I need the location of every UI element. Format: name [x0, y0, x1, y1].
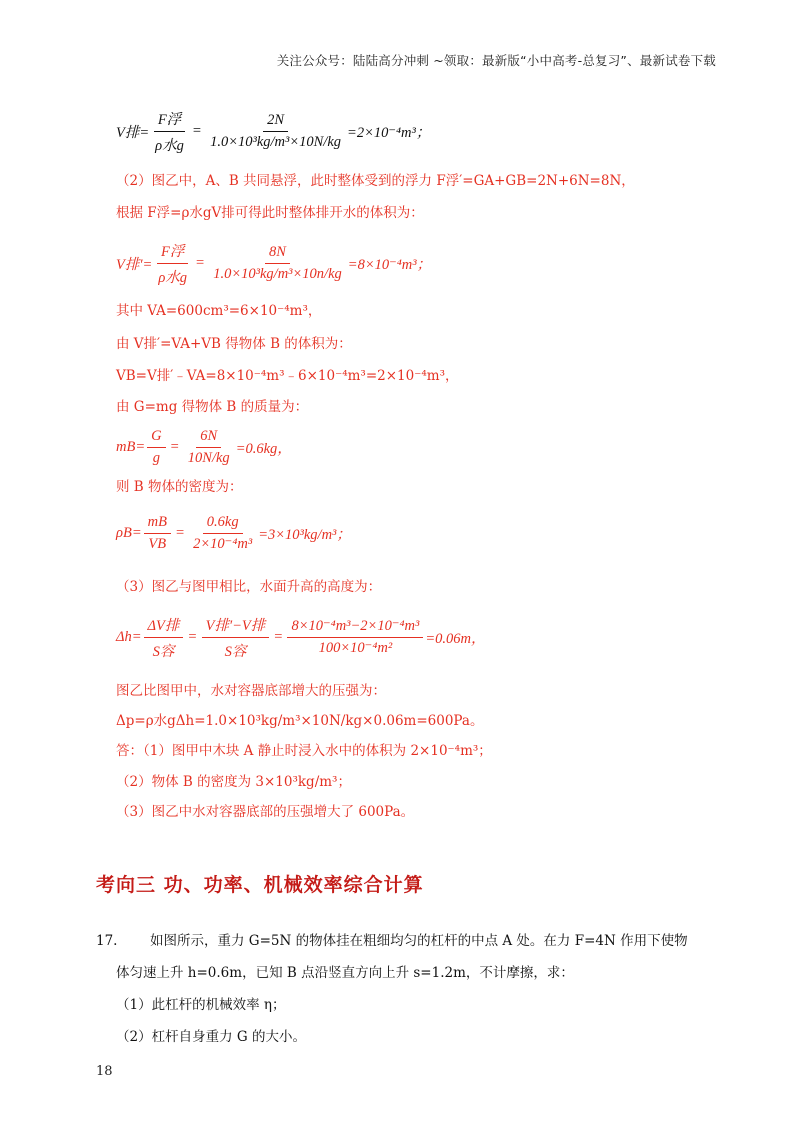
solution-line: 图乙比图甲中，水对容器底部增大的压强为：: [116, 683, 386, 699]
answer-line: 答：（1）图甲中木块 A 静止时浸入水中的体积为 2×10⁻⁴m³；: [116, 743, 492, 759]
fraction: $\frac{6N}{10N/kg}$: [187, 428, 230, 466]
formula-lhs: mB=: [116, 439, 146, 455]
page-header: 关注公众号：陆陆高分冲刺 ~领取：最新版“小中高考-总复习”、最新试卷下载: [276, 53, 716, 68]
question-number: 17.: [96, 933, 118, 949]
fraction: $\frac{8N}{\text{1.0×10³kg/m³×10n/kg}}$: [213, 244, 342, 282]
formula-lhs: V排′=: [116, 257, 153, 273]
solution-line: Δp=ρ水gΔh=1.0×10³kg/m³×10N/kg×0.06m=600Pa。: [116, 713, 484, 729]
formula-mass-b: mB= $\frac{G}{g}$ = $\frac{6N}{10N/kg}$ =0.6kg，: [116, 428, 292, 466]
fraction: $\frac{\text{V排′−V排}}{\text{S容}}$: [202, 614, 270, 661]
solution-line: 根据 F浮=ρ水gV排可得此时整体排开水的体积为：: [116, 205, 424, 221]
fraction: $\frac{\text{ΔV排}}{\text{S容}}$: [144, 614, 184, 661]
page-number: 18: [96, 1064, 113, 1079]
fraction: $\frac{G}{g}$: [147, 428, 165, 467]
formula-lhs: Δh=: [116, 629, 142, 645]
solution-line: VB=V排′﹣VA=8×10⁻⁴m³﹣6×10⁻⁴m³=2×10⁻⁴m³，: [116, 368, 459, 384]
solution-line: 则 B 物体的密度为：: [116, 479, 243, 495]
answer-line: （2）物体 B 的密度为 3×10³kg/m³；: [116, 774, 351, 790]
answer-line: （3）图乙中水对容器底部的压强增大了 600Pa。: [116, 804, 415, 820]
question-subpart: （1）此杠杆的机械效率 η；: [116, 997, 286, 1013]
fraction: $\frac{\text{F浮}}{\text{ρ水g}}$: [154, 240, 191, 287]
formula-lhs: ρB=: [116, 525, 142, 541]
formula-v-displaced: V排= $\frac{\text{F浮}}{\text{ρ水g}}$ = $\frac{2N}{\text{1.0×10³kg/m³×10N/kg}}$ =2×10⁻⁴m³；: [116, 108, 430, 155]
fraction: $\frac{0.6kg}{\text{2×10⁻⁴m³}}$: [193, 514, 253, 552]
fraction: $\frac{mB}{VB}$: [144, 514, 171, 553]
formula-result: =3×10³kg/m³；: [258, 527, 351, 543]
fraction: $\frac{2N}{\text{1.0×10³kg/m³×10N/kg}}$: [210, 112, 342, 150]
solution-line: （3）图乙与图甲相比，水面升高的高度为：: [116, 579, 382, 595]
formula-lhs: V排=: [116, 125, 150, 141]
formula-result: =8×10⁻⁴m³；: [347, 257, 432, 273]
solution-line: 由 G=mg 得物体 B 的质量为：: [116, 399, 309, 415]
solution-line: 由 V排′=VA+VB 得物体 B 的体积为：: [116, 336, 352, 352]
section-heading: 考向三 功、功率、机械效率综合计算: [96, 874, 424, 896]
solution-line: 其中 VA=600cm³=6×10⁻⁴m³，: [116, 303, 322, 319]
question-subpart: （2）杠杆自身重力 G 的大小。: [116, 1029, 306, 1045]
solution-line: （2）图乙中，A、B 共同悬浮，此时整体受到的浮力 F浮′=GA+GB=2N+6N=8N，: [116, 173, 635, 189]
formula-v-displaced-total: V排′= $\frac{\text{F浮}}{\text{ρ水g}}$ = $\frac{8N}{\text{1.0×10³kg/m³×10n/kg}}$ =8×10⁻⁴m³；: [116, 240, 431, 287]
formula-result: =0.6kg，: [235, 441, 292, 457]
formula-result: =0.06m，: [425, 631, 486, 647]
formula-density-b: ρB= $\frac{mB}{VB}$ = $\frac{0.6kg}{\text{2×10⁻⁴m³}}$ =3×10³kg/m³；: [116, 514, 351, 552]
formula-result: =2×10⁻⁴m³；: [347, 125, 431, 141]
fraction: $\frac{\text{F浮}}{\text{ρ水g}}$: [151, 108, 188, 155]
fraction: $\frac{\text{8×10⁻⁴m³−2×10⁻⁴m³}}{\text{100×10⁻⁴m²}}$: [287, 618, 423, 657]
formula-height-rise: Δh= $\frac{\text{ΔV排}}{\text{S容}}$ = $\frac{\text{V排′−V排}}{\text{S容}}$ = $\frac{\text{8×10⁻⁴m³−2×10⁻⁴m³}}{\text{100×10⁻⁴m²}}$ =0.06m，: [116, 614, 486, 661]
question-text: 如图所示，重力 G=5N 的物体挂在粗细均匀的杠杆的中点 A 处。在力 F=4N 作用下使物: [150, 933, 688, 949]
question-text: 体匀速上升 h=0.6m，已知 B 点沿竖直方向上升 s=1.2m，不计摩擦，求：: [116, 965, 574, 981]
